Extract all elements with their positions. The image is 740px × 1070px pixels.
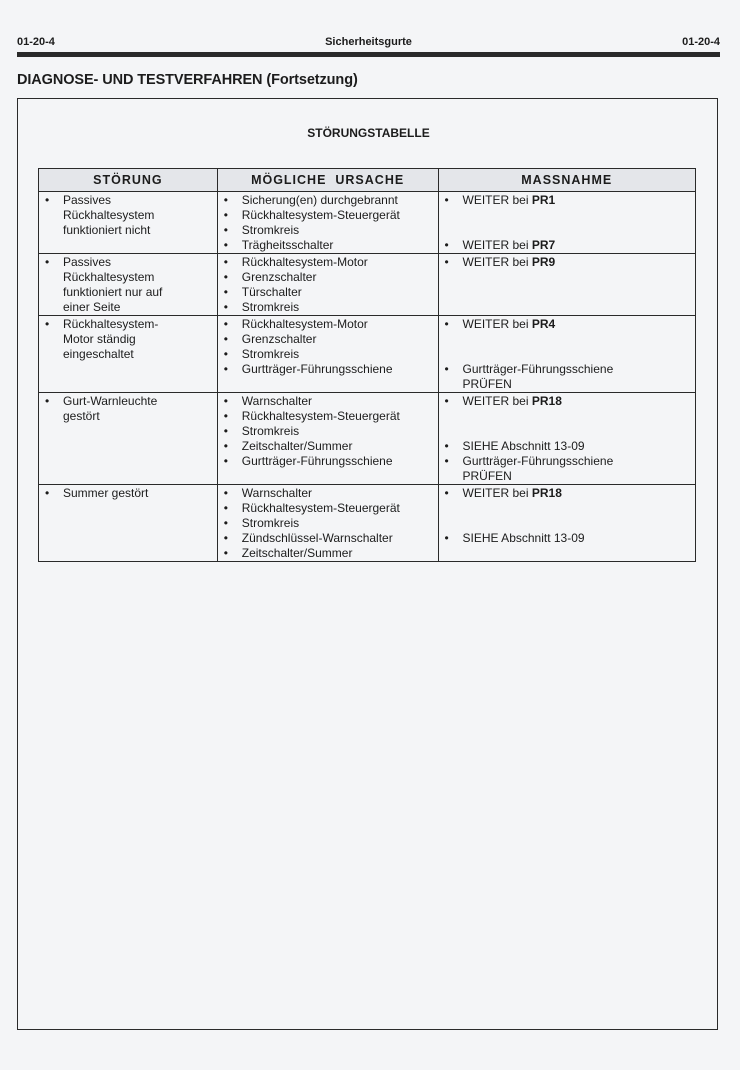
fault-cell (39, 254, 218, 316)
fault-text-line: gestört (63, 409, 100, 423)
fault-text-line: • Summer gestört (63, 486, 149, 500)
cause-item: • Gurtträger-Führungsschiene (218, 362, 438, 377)
action-text: • SIEHE Abschnitt 13-09 (462, 531, 585, 545)
cause-item: • Trägheitsschalter (218, 238, 438, 253)
cause-cell (217, 485, 438, 562)
fault-text-line: • Passives (63, 255, 112, 269)
fault-cell (39, 316, 218, 393)
cause-item: • Zündschlüssel-Warnschalter (218, 531, 438, 546)
fault-text-line: funktioniert nicht (63, 223, 151, 237)
action-text-continued: PRÜFEN (462, 469, 512, 483)
action-text: • Gurtträger-Führungsschiene (462, 454, 614, 468)
fault-description (39, 317, 217, 362)
cause-item: • Sicherung(en) durchgebrannt (218, 193, 438, 208)
cause-cell (217, 254, 438, 316)
procedure-reference: PR18 (531, 394, 562, 408)
procedure-reference: PR7 (531, 238, 556, 252)
action-item (439, 255, 696, 270)
fault-text-line: eingeschaltet (63, 347, 134, 361)
fault-table (38, 168, 696, 562)
cause-item: • Türschalter (218, 285, 438, 300)
action-text: WEITER bei (462, 317, 532, 331)
cause-cell (217, 316, 438, 393)
cause-item: • Stromkreis (218, 300, 438, 315)
action-cell (438, 254, 696, 316)
fault-cell (39, 192, 218, 254)
column-header-fault: STÖRUNG (39, 169, 218, 192)
spacer (439, 516, 696, 531)
spacer (439, 409, 696, 424)
fault-cell (39, 485, 218, 562)
cause-item: • Rückhaltesystem-Steuergerät (218, 208, 438, 223)
action-cell (438, 316, 696, 393)
action-text: • Gurtträger-Führungsschiene (462, 362, 614, 376)
spacer (439, 347, 696, 362)
action-cell (438, 192, 696, 254)
column-header-cause: MÖGLICHE URSACHE (217, 169, 438, 192)
table-header-row (39, 169, 696, 192)
page-number-left: 01-20-4 (17, 36, 55, 48)
action-text: WEITER bei (462, 238, 532, 252)
procedure-reference: PR1 (531, 193, 556, 207)
fault-description (39, 255, 217, 315)
fault-text-line: Rückhaltesystem (63, 208, 155, 222)
action-text: WEITER bei (462, 394, 532, 408)
spacer (439, 332, 696, 347)
spacer (439, 424, 696, 439)
cause-item: • Rückhaltesystem-Motor (218, 255, 438, 270)
action-text: WEITER bei (462, 486, 532, 500)
action-item (439, 531, 696, 546)
page-number-right: 01-20-4 (682, 36, 720, 48)
action-item (439, 317, 696, 332)
table-title: STÖRUNGSTABELLE (307, 126, 430, 140)
fault-text-line: Motor ständig (63, 332, 136, 346)
action-item (439, 439, 696, 454)
procedure-reference: PR9 (531, 255, 556, 269)
cause-item: • Gurtträger-Führungsschiene (218, 454, 438, 469)
spacer (439, 208, 696, 223)
cause-item: • Zeitschalter/Summer (218, 439, 438, 454)
cause-item: • Stromkreis (218, 516, 438, 531)
table-body (39, 192, 696, 562)
action-text-continued: PRÜFEN (462, 377, 512, 391)
action-text: • SIEHE Abschnitt 13-09 (462, 439, 585, 453)
cause-item: • Grenzschalter (218, 332, 438, 347)
procedure-reference: PR4 (531, 317, 556, 331)
fault-text-line: • Gurt-Warnleuchte (63, 394, 158, 408)
table-row (39, 393, 696, 485)
cause-item: • Warnschalter (218, 486, 438, 501)
action-item (439, 193, 696, 208)
action-item (439, 486, 696, 501)
table-row (39, 485, 696, 562)
fault-text-line: • Rückhaltesystem- (63, 317, 159, 331)
cause-item: • Rückhaltesystem-Motor (218, 317, 438, 332)
spacer (439, 501, 696, 516)
action-item (439, 454, 696, 484)
cause-cell (217, 192, 438, 254)
cause-item: • Grenzschalter (218, 270, 438, 285)
fault-text-line: Rückhaltesystem (63, 270, 155, 284)
table-row (39, 192, 696, 254)
fault-description (39, 193, 217, 238)
action-item (439, 394, 696, 409)
table-row (39, 316, 696, 393)
fault-text-line: einer Seite (63, 300, 121, 314)
fault-cell (39, 393, 218, 485)
cause-item: • Rückhaltesystem-Steuergerät (218, 501, 438, 516)
fault-description (39, 394, 217, 424)
cause-item: • Rückhaltesystem-Steuergerät (218, 409, 438, 424)
chapter-title: Sicherheitsgurte (325, 36, 412, 48)
header-rule (17, 52, 720, 57)
section-title: DIAGNOSE- UND TESTVERFAHREN (Fortsetzung) (17, 72, 358, 88)
action-cell (438, 485, 696, 562)
cause-cell (217, 393, 438, 485)
fault-description (39, 486, 217, 501)
column-header-action: MASSNAHME (438, 169, 696, 192)
action-text: WEITER bei (462, 255, 532, 269)
procedure-reference: PR18 (531, 486, 562, 500)
cause-item: • Zeitschalter/Summer (218, 546, 438, 561)
cause-item: • Stromkreis (218, 424, 438, 439)
action-text: WEITER bei (462, 193, 532, 207)
fault-text-line: funktioniert nur auf (63, 285, 163, 299)
table-row (39, 254, 696, 316)
action-item (439, 238, 696, 253)
action-cell (438, 393, 696, 485)
page-header (17, 36, 720, 50)
spacer (439, 223, 696, 238)
action-item (439, 362, 696, 392)
cause-item: • Warnschalter (218, 394, 438, 409)
fault-text-line: • Passives (63, 193, 112, 207)
cause-item: • Stromkreis (218, 223, 438, 238)
cause-item: • Stromkreis (218, 347, 438, 362)
